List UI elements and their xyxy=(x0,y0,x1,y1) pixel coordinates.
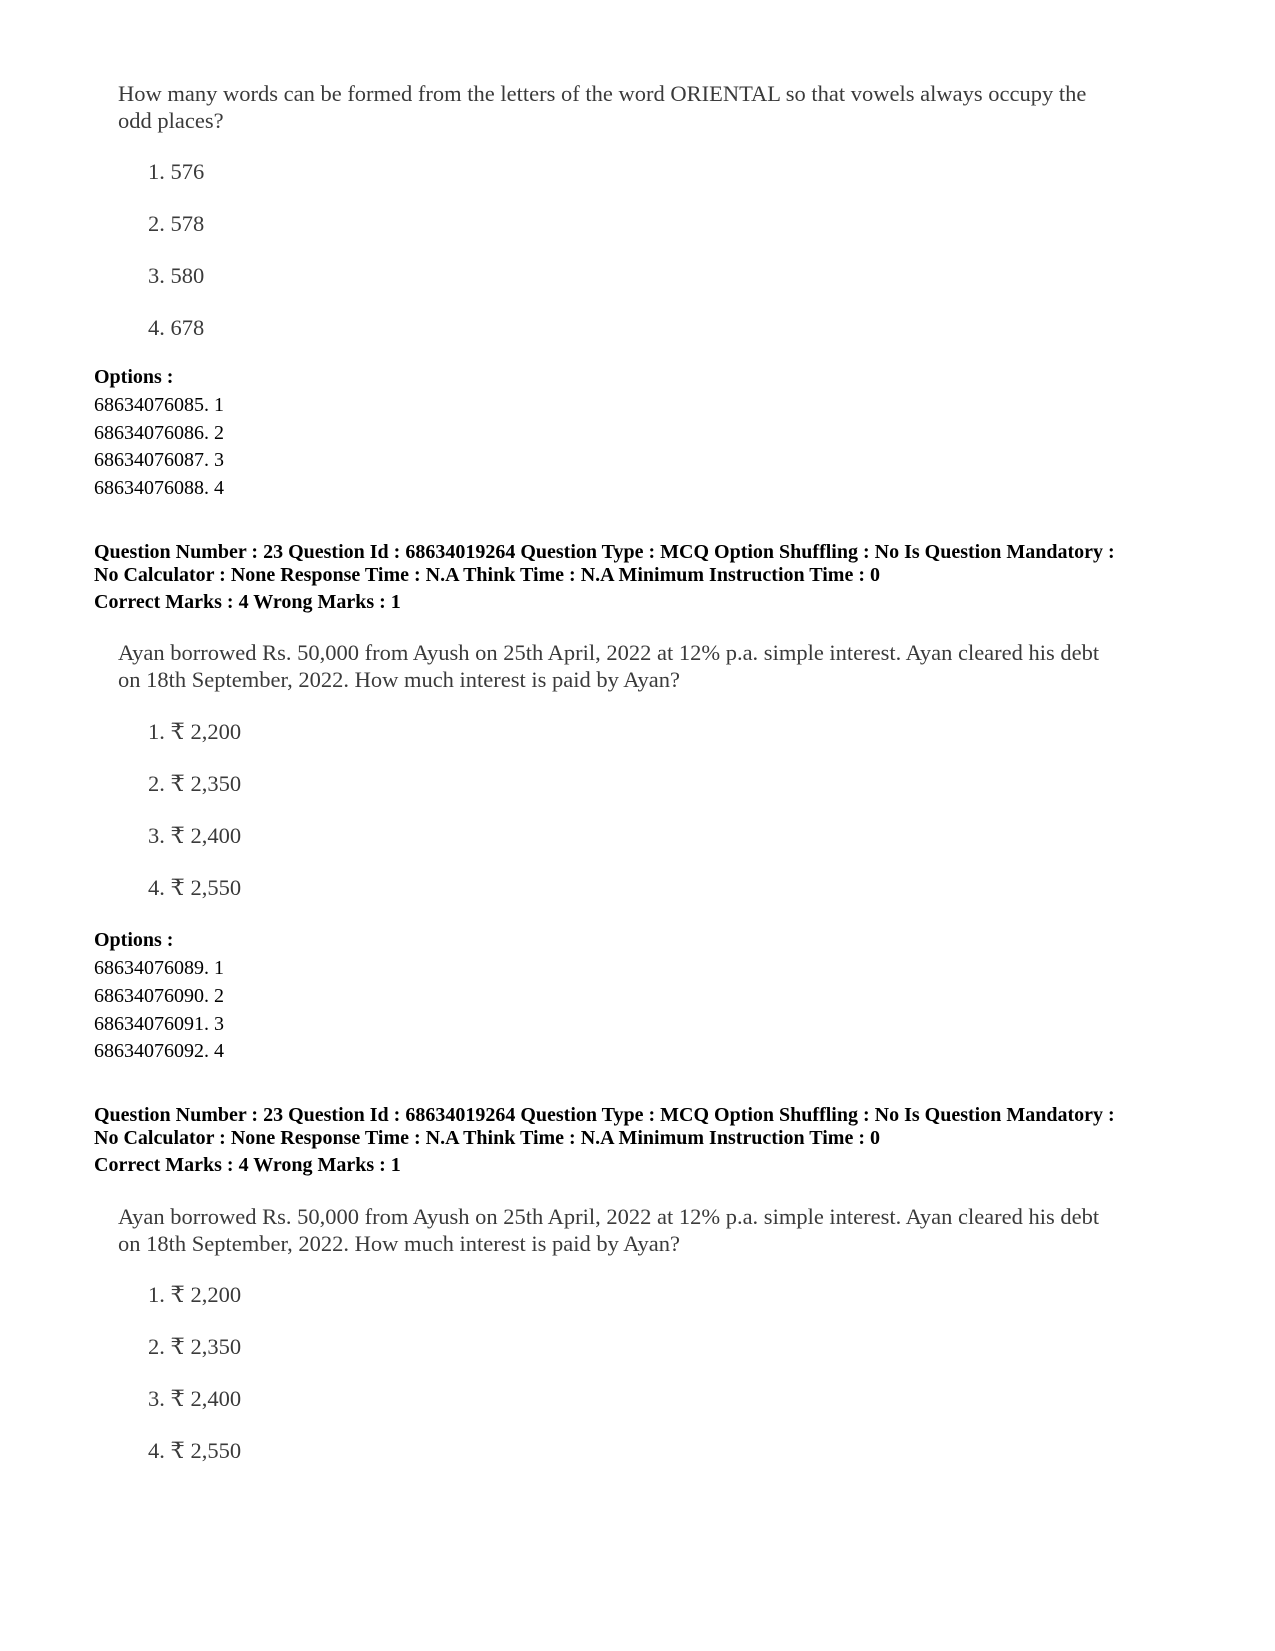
options-label: Options : xyxy=(94,929,174,951)
answer-choice: 3. ₹ 2,400 xyxy=(148,823,242,848)
answer-choice: 4. ₹ 2,550 xyxy=(148,1438,242,1463)
answer-choice: 4. 678 xyxy=(148,315,205,340)
option-id-row: 68634076091. 3 xyxy=(94,1013,224,1035)
question-meta-line: No Calculator : None Response Time : N.A Think Time : N.A Minimum Instruction Time : 0 xyxy=(94,1127,880,1149)
option-id-row: 68634076087. 3 xyxy=(94,449,224,471)
answer-choice: 2. ₹ 2,350 xyxy=(148,1334,242,1359)
option-id-row: 68634076088. 4 xyxy=(94,477,224,499)
marks-info: Correct Marks : 4 Wrong Marks : 1 xyxy=(94,1154,401,1176)
question-text-line: Ayan borrowed Rs. 50,000 from Ayush on 25th April, 2022 at 12% p.a. simple interest. Ayan cleared his debt xyxy=(118,640,1100,665)
question-text-line: on 18th September, 2022. How much interest is paid by Ayan? xyxy=(118,1231,680,1256)
answer-choice: 2. ₹ 2,350 xyxy=(148,771,242,796)
option-id-row: 68634076085. 1 xyxy=(94,394,224,416)
answer-choice: 1. ₹ 2,200 xyxy=(148,1282,242,1307)
answer-choice: 2. 578 xyxy=(148,211,205,236)
answer-choice: 3. 580 xyxy=(148,263,205,288)
question-text-line: Ayan borrowed Rs. 50,000 from Ayush on 25th April, 2022 at 12% p.a. simple interest. Ayan cleared his debt xyxy=(118,1204,1100,1229)
options-label: Options : xyxy=(94,366,174,388)
question-text-line: How many words can be formed from the letters of the word ORIENTAL so that vowels always occupy the xyxy=(118,81,1087,106)
option-id-row: 68634076092. 4 xyxy=(94,1040,224,1062)
question-text-line: odd places? xyxy=(118,108,224,133)
question-meta-line: Question Number : 23 Question Id : 68634019264 Question Type : MCQ Option Shuffling : No Is Question Mandatory : xyxy=(94,541,1115,563)
answer-choice: 1. ₹ 2,200 xyxy=(148,719,242,744)
marks-info: Correct Marks : 4 Wrong Marks : 1 xyxy=(94,591,401,613)
answer-choice: 3. ₹ 2,400 xyxy=(148,1386,242,1411)
answer-choice: 4. ₹ 2,550 xyxy=(148,875,242,900)
option-id-row: 68634076086. 2 xyxy=(94,422,224,444)
option-id-row: 68634076089. 1 xyxy=(94,957,224,979)
question-meta-line: No Calculator : None Response Time : N.A Think Time : N.A Minimum Instruction Time : 0 xyxy=(94,564,880,586)
option-id-row: 68634076090. 2 xyxy=(94,985,224,1007)
question-text-line: on 18th September, 2022. How much interest is paid by Ayan? xyxy=(118,667,680,692)
answer-choice: 1. 576 xyxy=(148,159,205,184)
question-meta-line: Question Number : 23 Question Id : 68634019264 Question Type : MCQ Option Shuffling : No Is Question Mandatory : xyxy=(94,1104,1115,1126)
